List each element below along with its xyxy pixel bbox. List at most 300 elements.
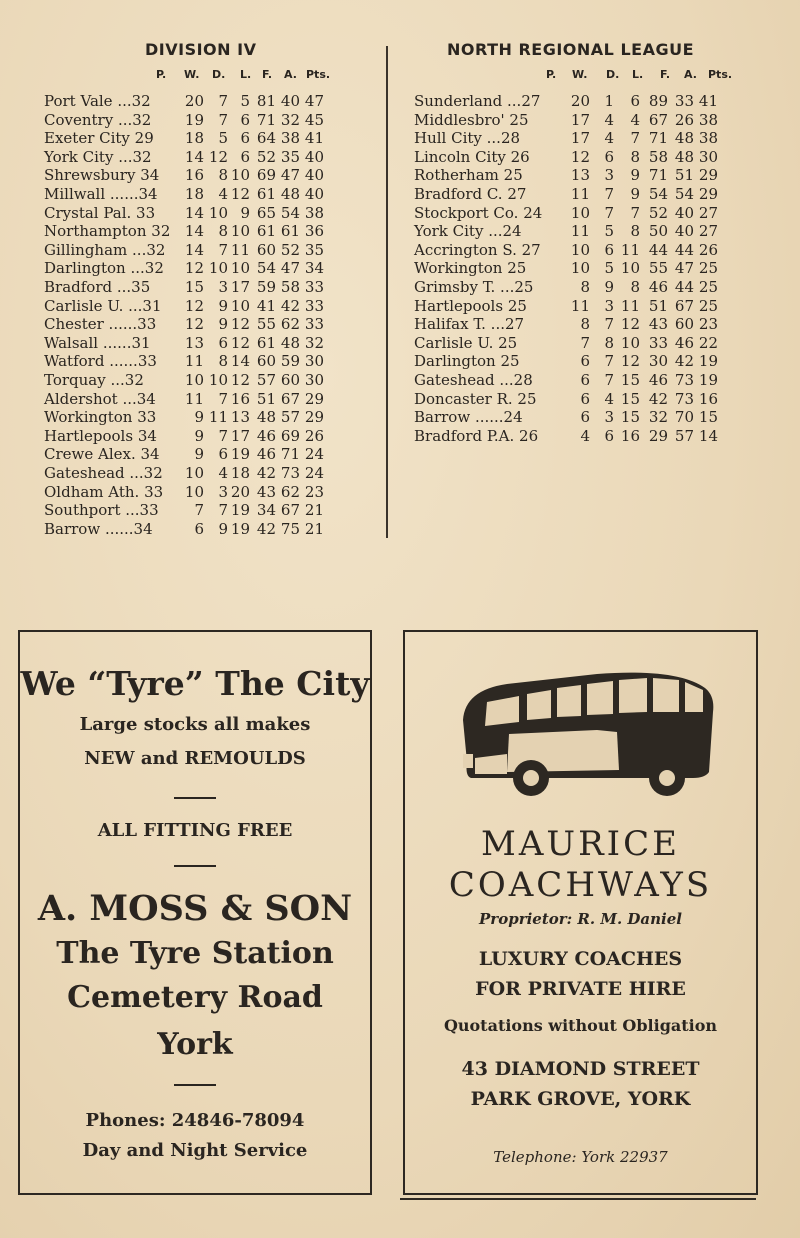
header-4: F. xyxy=(660,68,671,81)
value-cell: 44 xyxy=(648,240,668,259)
value-cell: 81 xyxy=(256,92,276,110)
value-cell: 75 xyxy=(280,519,300,538)
value-cell: 14 xyxy=(698,426,718,445)
value-cell: 12 xyxy=(620,352,640,371)
value-cell: 14 xyxy=(184,147,204,166)
value-cell: 23 xyxy=(698,315,718,334)
value-cell: 11 xyxy=(230,240,250,259)
division4-title: DIVISION IV xyxy=(145,40,257,59)
table-row xyxy=(414,166,744,185)
value-cell: 18 xyxy=(184,185,204,203)
value-cell: 10 xyxy=(184,464,204,482)
value-cell: 14 xyxy=(184,203,204,222)
value-cell: 43 xyxy=(256,482,276,501)
value-cell: 22 xyxy=(698,333,718,352)
value-cell: 15 xyxy=(620,371,640,389)
value-cell: 6 xyxy=(580,408,590,427)
header-0: P. xyxy=(156,68,167,81)
value-cell: 11 xyxy=(208,408,228,427)
value-cell: 12 xyxy=(184,315,204,334)
value-cell: 45 xyxy=(304,110,324,129)
value-cell: 17 xyxy=(570,110,590,129)
value-cell: 21 xyxy=(304,501,324,520)
team-cell: Coventry ...32 xyxy=(44,110,152,129)
value-cell: 11 xyxy=(570,185,590,203)
maurice-quotations: Quotations without Obligation xyxy=(443,1016,718,1035)
team-cell: Gateshead ...28 xyxy=(414,371,533,389)
value-cell: 44 xyxy=(674,240,694,259)
moss-line-remoulds: NEW and REMOULDS xyxy=(84,748,306,769)
value-cell: 40 xyxy=(674,203,694,222)
table-row xyxy=(44,371,374,390)
value-cell: 11 xyxy=(184,352,204,371)
value-cell: 35 xyxy=(304,240,324,259)
team-cell: Shrewsbury 34 xyxy=(44,166,160,185)
value-cell: 7 xyxy=(218,389,228,408)
value-cell: 16 xyxy=(230,389,250,408)
table-row xyxy=(414,92,744,111)
value-cell: 3 xyxy=(604,408,614,427)
value-cell: 58 xyxy=(648,147,668,166)
value-cell: 12 xyxy=(230,371,250,389)
team-cell: Northampton 32 xyxy=(44,222,171,241)
table-row xyxy=(44,501,374,520)
value-cell: 4 xyxy=(630,110,640,129)
value-cell: 9 xyxy=(240,203,250,222)
value-cell: 51 xyxy=(674,166,694,185)
team-cell: Torquay ...32 xyxy=(44,371,144,389)
value-cell: 64 xyxy=(256,129,276,148)
value-cell: 52 xyxy=(256,147,276,166)
table-row xyxy=(414,278,744,297)
team-cell: Oldham Ath. 33 xyxy=(44,482,164,501)
header-2: D. xyxy=(606,68,620,81)
value-cell: 6 xyxy=(240,110,250,129)
table-row xyxy=(414,241,744,260)
team-cell: Lincoln City 26 xyxy=(414,147,530,166)
team-cell: Rotherham 25 xyxy=(414,166,523,185)
value-cell: 16 xyxy=(698,389,718,408)
value-cell: 10 xyxy=(570,203,590,222)
team-cell: Barrow ......24 xyxy=(414,408,523,427)
value-cell: 69 xyxy=(256,166,276,185)
value-cell: 25 xyxy=(698,278,718,296)
value-cell: 6 xyxy=(218,445,228,464)
team-cell: Southport ...33 xyxy=(44,501,159,520)
value-cell: 7 xyxy=(604,203,614,222)
value-cell: 8 xyxy=(218,166,228,185)
value-cell: 48 xyxy=(674,147,694,166)
value-cell: 12 xyxy=(184,296,204,315)
value-cell: 19 xyxy=(230,445,250,464)
value-cell: 67 xyxy=(648,110,668,129)
table-row xyxy=(44,483,374,502)
value-cell: 71 xyxy=(648,129,668,148)
table-row xyxy=(414,185,744,204)
value-cell: 7 xyxy=(580,333,590,352)
value-cell: 34 xyxy=(256,501,276,520)
header-5: A. xyxy=(684,68,697,81)
value-cell: 11 xyxy=(570,296,590,315)
table-row xyxy=(44,166,374,185)
value-cell: 32 xyxy=(280,110,300,129)
team-cell: Walsall ......31 xyxy=(44,333,151,352)
value-cell: 61 xyxy=(256,185,276,203)
value-cell: 19 xyxy=(184,110,204,129)
value-cell: 41 xyxy=(698,92,718,110)
value-cell: 60 xyxy=(280,371,300,389)
value-cell: 9 xyxy=(194,445,204,464)
value-cell: 12 xyxy=(184,259,204,278)
value-cell: 40 xyxy=(304,147,324,166)
table-row xyxy=(414,352,744,371)
value-cell: 73 xyxy=(674,389,694,408)
team-cell: Port Vale ...32 xyxy=(44,92,151,110)
table-row xyxy=(414,129,744,148)
value-cell: 60 xyxy=(256,352,276,371)
value-cell: 7 xyxy=(604,315,614,334)
value-cell: 5 xyxy=(218,129,228,148)
value-cell: 48 xyxy=(280,333,300,352)
value-cell: 24 xyxy=(304,464,324,482)
value-cell: 26 xyxy=(698,240,718,259)
table-row xyxy=(414,204,744,223)
value-cell: 17 xyxy=(230,426,250,445)
table-row xyxy=(44,297,374,316)
value-cell: 67 xyxy=(280,389,300,408)
value-cell: 43 xyxy=(648,315,668,334)
value-cell: 8 xyxy=(630,147,640,166)
value-cell: 13 xyxy=(230,408,250,427)
value-cell: 61 xyxy=(256,333,276,352)
value-cell: 11 xyxy=(570,222,590,241)
value-cell: 10 xyxy=(230,166,250,185)
value-cell: 62 xyxy=(280,315,300,334)
value-cell: 27 xyxy=(698,203,718,222)
value-cell: 9 xyxy=(630,166,640,185)
moss-phones: Phones: 24846-78094 xyxy=(85,1110,305,1131)
moss-tyre-advert xyxy=(18,630,372,1195)
value-cell: 23 xyxy=(304,482,324,501)
value-cell: 65 xyxy=(256,203,276,222)
maurice-private-hire: FOR PRIVATE HIRE xyxy=(475,978,686,1000)
value-cell: 30 xyxy=(648,352,668,371)
value-cell: 9 xyxy=(630,185,640,203)
value-cell: 15 xyxy=(620,389,640,408)
bottom-rule xyxy=(400,1198,756,1200)
value-cell: 38 xyxy=(698,110,718,129)
value-cell: 42 xyxy=(256,519,276,538)
value-cell: 42 xyxy=(648,389,668,408)
value-cell: 35 xyxy=(280,147,300,166)
value-cell: 30 xyxy=(304,352,324,371)
value-cell: 42 xyxy=(256,464,276,482)
value-cell: 7 xyxy=(194,501,204,520)
value-cell: 47 xyxy=(304,92,324,110)
value-cell: 11 xyxy=(184,389,204,408)
table-row xyxy=(44,352,374,371)
value-cell: 70 xyxy=(674,408,694,427)
value-cell: 44 xyxy=(674,278,694,296)
value-cell: 15 xyxy=(620,408,640,427)
value-cell: 12 xyxy=(230,315,250,334)
value-cell: 14 xyxy=(184,222,204,241)
value-cell: 25 xyxy=(698,259,718,278)
team-cell: Aldershot ...34 xyxy=(44,389,156,408)
value-cell: 10 xyxy=(208,259,228,278)
value-cell: 40 xyxy=(674,222,694,241)
team-cell: Crystal Pal. 33 xyxy=(44,203,156,222)
team-cell: Stockport Co. 24 xyxy=(414,203,543,222)
value-cell: 40 xyxy=(304,166,324,185)
team-cell: Carlisle U. ...31 xyxy=(44,296,162,315)
value-cell: 5 xyxy=(604,222,614,241)
value-cell: 60 xyxy=(674,315,694,334)
value-cell: 26 xyxy=(304,426,324,445)
team-cell: Chester ......33 xyxy=(44,315,157,334)
value-cell: 17 xyxy=(230,278,250,296)
team-cell: Watford ......33 xyxy=(44,352,157,371)
value-cell: 50 xyxy=(648,222,668,241)
value-cell: 71 xyxy=(648,166,668,185)
header-0: P. xyxy=(546,68,557,81)
moss-service: Day and Night Service xyxy=(82,1140,308,1161)
value-cell: 10 xyxy=(208,203,228,222)
team-cell: York City ...32 xyxy=(44,147,152,166)
value-cell: 7 xyxy=(218,240,228,259)
value-cell: 10 xyxy=(570,240,590,259)
value-cell: 27 xyxy=(698,222,718,241)
team-cell: Workington 33 xyxy=(44,408,157,427)
header-3: L. xyxy=(632,68,644,81)
maurice-luxury: LUXURY COACHES xyxy=(478,948,683,970)
team-cell: Bradford P.A. 26 xyxy=(414,426,539,445)
value-cell: 7 xyxy=(604,352,614,371)
value-cell: 41 xyxy=(256,296,276,315)
value-cell: 8 xyxy=(218,222,228,241)
value-cell: 7 xyxy=(604,185,614,203)
value-cell: 7 xyxy=(630,129,640,148)
value-cell: 6 xyxy=(580,352,590,371)
team-cell: Bradford C. 27 xyxy=(414,185,527,203)
value-cell: 9 xyxy=(218,519,228,538)
table-row xyxy=(44,315,374,334)
value-cell: 6 xyxy=(240,147,250,166)
north-regional-title: NORTH REGIONAL LEAGUE xyxy=(447,40,695,59)
value-cell: 3 xyxy=(218,482,228,501)
value-cell: 24 xyxy=(304,445,324,464)
value-cell: 15 xyxy=(184,278,204,296)
value-cell: 54 xyxy=(256,259,276,278)
value-cell: 40 xyxy=(280,92,300,110)
team-cell: Exeter City 29 xyxy=(44,129,154,148)
team-cell: Workington 25 xyxy=(414,259,527,278)
header-3: L. xyxy=(240,68,252,81)
value-cell: 29 xyxy=(648,426,668,445)
value-cell: 14 xyxy=(230,352,250,371)
team-cell: Darlington 25 xyxy=(414,352,520,371)
value-cell: 8 xyxy=(218,352,228,371)
value-cell: 71 xyxy=(256,110,276,129)
value-cell: 19 xyxy=(698,371,718,389)
value-cell: 3 xyxy=(604,166,614,185)
value-cell: 55 xyxy=(648,259,668,278)
value-cell: 14 xyxy=(184,240,204,259)
value-cell: 42 xyxy=(674,352,694,371)
value-cell: 46 xyxy=(674,333,694,352)
value-cell: 5 xyxy=(604,259,614,278)
value-cell: 67 xyxy=(674,296,694,315)
table-row xyxy=(44,334,374,353)
value-cell: 10 xyxy=(570,259,590,278)
team-cell: Accrington S. 27 xyxy=(414,240,541,259)
team-cell: Hull City ...28 xyxy=(414,129,521,148)
value-cell: 33 xyxy=(304,278,324,296)
value-cell: 6 xyxy=(604,426,614,445)
table-row xyxy=(414,371,744,390)
table-row xyxy=(414,259,744,278)
table-row xyxy=(44,222,374,241)
moss-line-fitting: ALL FITTING FREE xyxy=(97,820,293,841)
table-row xyxy=(44,520,374,539)
value-cell: 10 xyxy=(208,371,228,389)
value-cell: 7 xyxy=(630,203,640,222)
value-cell: 33 xyxy=(648,333,668,352)
table-row xyxy=(414,408,744,427)
value-cell: 67 xyxy=(280,501,300,520)
coachways-name: COACHWAYS xyxy=(448,865,713,905)
team-cell: Darlington ...32 xyxy=(44,259,164,278)
value-cell: 5 xyxy=(240,92,250,110)
value-cell: 21 xyxy=(304,519,324,538)
team-cell: Sunderland ...27 xyxy=(414,92,541,110)
value-cell: 8 xyxy=(580,278,590,296)
value-cell: 48 xyxy=(256,408,276,427)
table-row xyxy=(44,259,374,278)
table-row xyxy=(44,445,374,464)
value-cell: 4 xyxy=(604,389,614,408)
value-cell: 10 xyxy=(230,259,250,278)
value-cell: 18 xyxy=(184,129,204,148)
value-cell: 9 xyxy=(194,408,204,427)
moss-tyre-station: The Tyre Station xyxy=(56,936,334,971)
header-4: F. xyxy=(262,68,273,81)
value-cell: 33 xyxy=(674,92,694,110)
value-cell: 11 xyxy=(620,296,640,315)
value-cell: 47 xyxy=(280,166,300,185)
value-cell: 73 xyxy=(674,371,694,389)
value-cell: 29 xyxy=(304,389,324,408)
value-cell: 42 xyxy=(280,296,300,315)
value-cell: 6 xyxy=(580,389,590,408)
value-cell: 7 xyxy=(218,110,228,129)
team-cell: Halifax T. ...27 xyxy=(414,315,525,334)
value-cell: 10 xyxy=(184,482,204,501)
value-cell: 40 xyxy=(304,185,324,203)
table-row xyxy=(414,111,744,130)
value-cell: 57 xyxy=(280,408,300,427)
value-cell: 29 xyxy=(304,408,324,427)
value-cell: 6 xyxy=(630,92,640,110)
value-cell: 6 xyxy=(218,333,228,352)
moss-road: Cemetery Road xyxy=(67,980,323,1015)
value-cell: 13 xyxy=(570,166,590,185)
value-cell: 60 xyxy=(256,240,276,259)
value-cell: 30 xyxy=(698,147,718,166)
value-cell: 58 xyxy=(280,278,300,296)
team-cell: Crewe Alex. 34 xyxy=(44,445,160,464)
table-row xyxy=(414,334,744,353)
value-cell: 33 xyxy=(304,315,324,334)
team-cell: Barrow ......34 xyxy=(44,519,153,538)
value-cell: 19 xyxy=(230,501,250,520)
column-divider xyxy=(386,46,388,538)
maurice-address-1: 43 DIAMOND STREET xyxy=(461,1058,700,1080)
moss-rule-1 xyxy=(174,797,216,799)
moss-rule-3 xyxy=(174,1084,216,1086)
maurice-proprietor: Proprietor: R. M. Daniel xyxy=(479,910,682,928)
value-cell: 3 xyxy=(604,296,614,315)
table-row xyxy=(44,111,374,130)
team-cell: Gateshead ...32 xyxy=(44,464,163,482)
header-1: W. xyxy=(572,68,588,81)
value-cell: 29 xyxy=(698,185,718,203)
team-cell: Doncaster R. 25 xyxy=(414,389,537,408)
value-cell: 12 xyxy=(230,333,250,352)
header-6: Pts. xyxy=(708,68,733,81)
value-cell: 32 xyxy=(304,333,324,352)
table-row xyxy=(414,315,744,334)
header-2: D. xyxy=(212,68,226,81)
value-cell: 20 xyxy=(570,92,590,110)
value-cell: 7 xyxy=(218,426,228,445)
maurice-telephone: Telephone: York 22937 xyxy=(493,1148,668,1166)
value-cell: 47 xyxy=(280,259,300,278)
value-cell: 47 xyxy=(674,259,694,278)
value-cell: 55 xyxy=(256,315,276,334)
header-5: A. xyxy=(284,68,297,81)
value-cell: 6 xyxy=(240,129,250,148)
value-cell: 26 xyxy=(674,110,694,129)
value-cell: 20 xyxy=(184,92,204,110)
value-cell: 9 xyxy=(194,426,204,445)
value-cell: 20 xyxy=(230,482,250,501)
value-cell: 16 xyxy=(620,426,640,445)
value-cell: 73 xyxy=(280,464,300,482)
moss-line-stocks: Large stocks all makes xyxy=(79,714,311,735)
value-cell: 16 xyxy=(184,166,204,185)
value-cell: 9 xyxy=(604,278,614,296)
team-cell: Hartlepools 34 xyxy=(44,426,157,445)
value-cell: 52 xyxy=(648,203,668,222)
value-cell: 10 xyxy=(620,259,640,278)
value-cell: 33 xyxy=(304,296,324,315)
value-cell: 57 xyxy=(674,426,694,445)
team-cell: Millwall ......34 xyxy=(44,185,158,203)
value-cell: 46 xyxy=(256,445,276,464)
team-cell: Bradford ...35 xyxy=(44,278,151,296)
value-cell: 46 xyxy=(648,371,668,389)
team-cell: York City ...24 xyxy=(414,222,522,241)
value-cell: 59 xyxy=(280,352,300,371)
value-cell: 7 xyxy=(218,92,228,110)
value-cell: 46 xyxy=(256,426,276,445)
value-cell: 13 xyxy=(184,333,204,352)
table-row xyxy=(414,390,744,409)
value-cell: 4 xyxy=(604,110,614,129)
value-cell: 10 xyxy=(230,296,250,315)
value-cell: 9 xyxy=(218,315,228,334)
